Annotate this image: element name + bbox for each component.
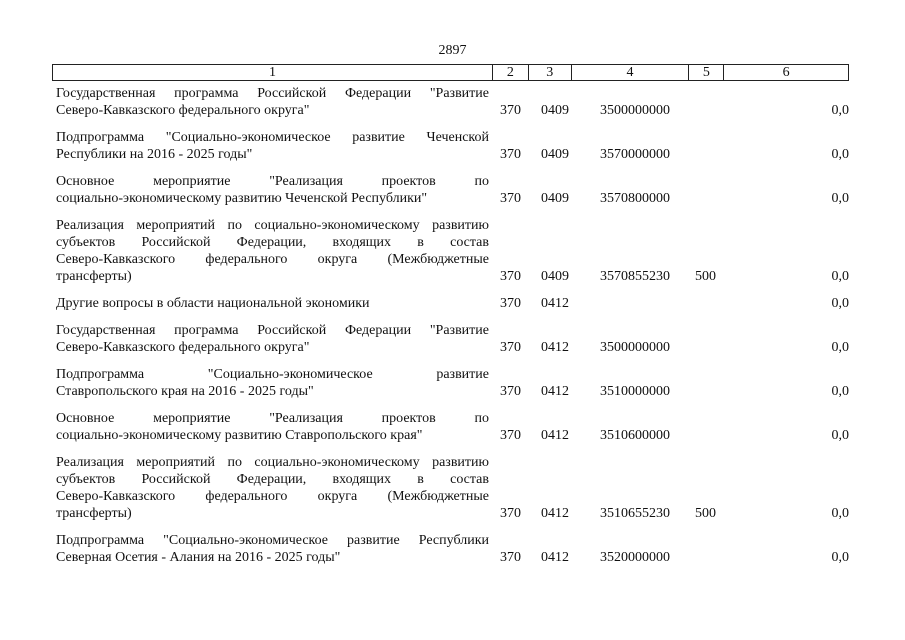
row-amount: 0,0 — [831, 340, 849, 355]
row-amount: 0,0 — [831, 103, 849, 118]
row-description-line: Северо-Кавказского федерального округа" — [56, 340, 310, 355]
row-amount: 0,0 — [831, 296, 849, 311]
table-row — [0, 454, 905, 522]
row-description-line: Северо-Кавказского федерального округа (Межбюджетные — [56, 489, 489, 504]
row-amount: 0,0 — [831, 147, 849, 162]
header-col-6: 6 — [782, 65, 790, 80]
row-amount: 0,0 — [831, 428, 849, 443]
row-description-line: Ставропольского края на 2016 - 2025 годы" — [56, 384, 314, 399]
row-description-line: Другие вопросы в области национальной экономики — [56, 296, 370, 311]
row-grbs-code: 370 — [500, 296, 521, 311]
row-description — [56, 454, 489, 522]
row-target-article: 3510600000 — [600, 428, 670, 443]
row-target-article: 3570855230 — [600, 269, 670, 284]
row-section-code: 0412 — [541, 506, 569, 521]
row-section-code: 0412 — [541, 428, 569, 443]
row-description — [56, 129, 489, 163]
table-row — [0, 532, 905, 566]
row-section-code: 0409 — [541, 269, 569, 284]
row-grbs-code: 370 — [500, 384, 521, 399]
row-description-line: Государственная программа Российской Федерации "Развитие — [56, 86, 489, 101]
table-row — [0, 366, 905, 400]
header-col-5: 5 — [689, 65, 724, 80]
header-col-3: 3 — [529, 65, 572, 80]
row-section-code: 0409 — [541, 191, 569, 206]
row-description — [56, 366, 489, 400]
row-amount: 0,0 — [831, 550, 849, 565]
page-number: 2897 — [438, 43, 467, 58]
row-section-code: 0412 — [541, 550, 569, 565]
row-target-article: 3570800000 — [600, 191, 670, 206]
table-row — [0, 129, 905, 163]
row-grbs-code: 370 — [500, 191, 521, 206]
row-grbs-code: 370 — [500, 340, 521, 355]
row-description-line: Основное мероприятие "Реализация проектов по — [56, 174, 489, 189]
row-section-code: 0409 — [541, 147, 569, 162]
row-target-article: 3510655230 — [600, 506, 670, 521]
row-amount: 0,0 — [831, 506, 849, 521]
row-grbs-code: 370 — [500, 103, 521, 118]
row-description-line: социально-экономическому развитию Ставропольского края" — [56, 428, 423, 443]
row-section-code: 0412 — [541, 384, 569, 399]
row-description-line: Основное мероприятие "Реализация проектов по — [56, 411, 489, 426]
row-description — [56, 217, 489, 285]
row-amount: 0,0 — [831, 269, 849, 284]
row-section-code: 0412 — [541, 340, 569, 355]
row-description-line: Подпрограмма "Социально-экономическое развитие Республики — [56, 533, 489, 548]
row-description — [56, 532, 489, 566]
row-description-line: Государственная программа Российской Федерации "Развитие — [56, 323, 489, 338]
header-col-4: 4 — [572, 65, 690, 80]
row-description-line: Северная Осетия - Алания на 2016 - 2025 годы" — [56, 550, 341, 565]
table-row — [0, 217, 905, 285]
row-description-line: трансферты) — [56, 269, 132, 284]
row-amount: 0,0 — [831, 191, 849, 206]
table-row — [0, 322, 905, 356]
row-description-line: Северо-Кавказского федерального округа (Межбюджетные — [56, 252, 489, 267]
row-target-article: 3520000000 — [600, 550, 670, 565]
row-description-line: субъектов Российской Федерации, входящих в состав — [56, 472, 489, 487]
row-section-code: 0412 — [541, 296, 569, 311]
row-target-article: 3500000000 — [600, 103, 670, 118]
row-description — [56, 322, 489, 356]
row-target-article: 3570000000 — [600, 147, 670, 162]
row-grbs-code: 370 — [500, 550, 521, 565]
row-description-line: Реализация мероприятий по социально-экономическому развитию — [56, 455, 489, 470]
row-description-line: субъектов Российской Федерации, входящих в состав — [56, 235, 489, 250]
row-description — [56, 295, 489, 312]
header-col-1: 1 — [53, 65, 493, 80]
row-description — [56, 410, 489, 444]
row-expense-type: 500 — [695, 269, 716, 284]
row-target-article: 3500000000 — [600, 340, 670, 355]
table-row — [0, 173, 905, 207]
row-description-line: Подпрограмма "Социально-экономическое развитие — [56, 367, 489, 382]
row-section-code: 0409 — [541, 103, 569, 118]
table-header — [52, 64, 849, 81]
row-grbs-code: 370 — [500, 506, 521, 521]
row-description-line: трансферты) — [56, 506, 132, 521]
row-grbs-code: 370 — [500, 428, 521, 443]
row-description — [56, 173, 489, 207]
row-description-line: Северо-Кавказского федерального округа" — [56, 103, 310, 118]
row-description — [56, 85, 489, 119]
table-row — [0, 295, 905, 312]
table-row — [0, 410, 905, 444]
row-description-line: Реализация мероприятий по социально-экономическому развитию — [56, 218, 489, 233]
row-grbs-code: 370 — [500, 269, 521, 284]
table-row — [0, 85, 905, 119]
header-col-2: 2 — [493, 65, 529, 80]
row-description-line: Подпрограмма "Социально-экономическое развитие Чеченской — [56, 130, 489, 145]
row-expense-type: 500 — [695, 506, 716, 521]
row-description-line: Республики на 2016 - 2025 годы" — [56, 147, 253, 162]
row-amount: 0,0 — [831, 384, 849, 399]
row-description-line: социально-экономическому развитию Чеченской Республики" — [56, 191, 428, 206]
row-target-article: 3510000000 — [600, 384, 670, 399]
row-grbs-code: 370 — [500, 147, 521, 162]
